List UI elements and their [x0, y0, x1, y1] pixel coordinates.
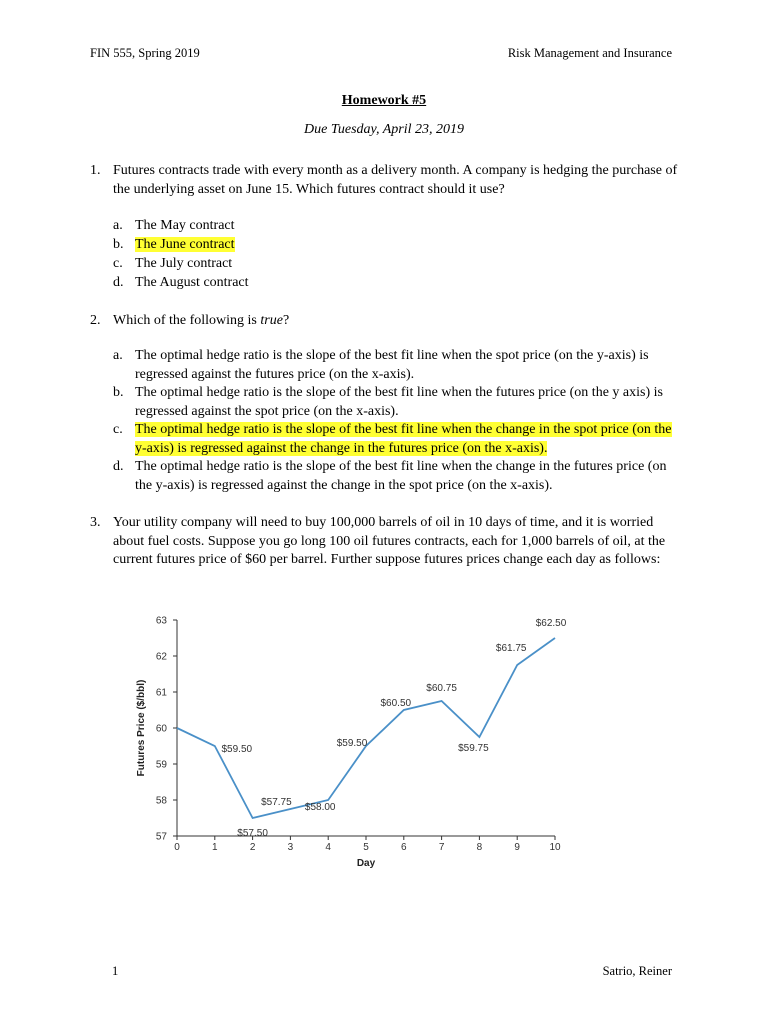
data-label: $62.50 [535, 618, 567, 629]
x-tick-label: 10 [549, 842, 561, 853]
q2-option-d [113, 458, 683, 495]
data-label: $60.75 [426, 683, 457, 694]
option-text: The May contract [135, 218, 235, 233]
question-1 [90, 162, 680, 199]
data-label: $57.50 [237, 828, 268, 839]
x-tick-label: 4 [325, 842, 331, 853]
y-axis-title: Futures Price ($/bbl) [136, 679, 147, 777]
data-label: $60.50 [380, 698, 412, 709]
option-text: The August contract [135, 275, 249, 290]
x-tick-label: 7 [438, 842, 445, 853]
option-letter: c. [113, 422, 123, 437]
question-number: 3. [90, 515, 101, 530]
data-label: $59.50 [336, 738, 368, 749]
option-text-highlighted: The optimal hedge ratio is the slope of the best fit line when the change in the spot price (on the y-axis) is regressed against the change in the futures price (on the x-axis). [135, 422, 672, 456]
header-course: FIN 555, Spring 2019 [90, 46, 200, 60]
q2-option-a [113, 347, 683, 384]
question-2 [90, 312, 680, 331]
option-text: The optimal hedge ratio is the slope of the best fit line when the change in the futures price (on the y-axis) is regressed against the change in the spot price (on the x-axis). [135, 459, 667, 493]
data-label: $57.75 [261, 797, 292, 808]
y-tick-label: 62 [155, 651, 167, 663]
x-tick-label: 3 [287, 842, 294, 853]
y-tick-label: 58 [155, 795, 167, 807]
option-letter: b. [113, 237, 124, 252]
x-tick-label: 8 [476, 842, 483, 853]
x-tick-label: 0 [174, 842, 180, 853]
x-tick-label: 2 [249, 842, 256, 853]
option-text: The July contract [135, 256, 233, 271]
price-series-line [177, 638, 555, 818]
option-text: The optimal hedge ratio is the slope of the best fit line when the spot price (on the y-axis) is regressed against the futures price (on the x-axis). [135, 348, 649, 382]
x-axis-title: Day [356, 858, 376, 869]
author-name: Satrio, Reiner [602, 964, 672, 978]
x-tick-label: 9 [514, 842, 520, 853]
x-tick-label: 6 [401, 842, 407, 853]
q2-option-b [113, 384, 683, 421]
q1-option-d [113, 274, 683, 293]
question-text: Your utility company will need to buy 100,000 barrels of oil in 10 days of time, and it is worried about fuel costs. Suppose you go long 100 oil futures contracts, each for 1,000 barrels of oil, at the current futures price of $60 per barrel. Further suppose futures prices change each day as follows: [113, 515, 666, 567]
data-label: $61.75 [495, 643, 527, 654]
option-letter: c. [113, 256, 123, 271]
y-tick-label: 60 [155, 723, 167, 735]
option-letter: d. [113, 275, 124, 290]
data-label: $58.00 [304, 802, 336, 813]
data-label: $59.75 [458, 743, 489, 754]
option-text: The optimal hedge ratio is the slope of the best fit line when the futures price (on the y axis) is regressed against the spot price (on the x-axis). [135, 385, 663, 419]
q1-option-c [113, 255, 683, 274]
question-number: 2. [90, 313, 101, 328]
question-3 [90, 514, 680, 570]
y-tick-label: 59 [155, 759, 167, 771]
y-tick-label: 63 [155, 615, 167, 627]
option-letter: a. [113, 218, 123, 233]
q1-option-b [113, 236, 683, 255]
question-text: Futures contracts trade with every month as a delivery month. A company is hedging the purchase of the underlying asset on June 15. Which futures contract should it use? [113, 163, 678, 197]
emphasis-true: true [260, 313, 283, 328]
q1-option-a [113, 217, 683, 236]
x-tick-label: 5 [363, 842, 369, 853]
due-date: Due Tuesday, April 23, 2019 [304, 122, 464, 137]
y-tick-label: 61 [155, 687, 167, 699]
question-number: 1. [90, 163, 101, 178]
option-text-highlighted: The June contract [135, 237, 235, 252]
x-tick-label: 1 [212, 842, 218, 853]
y-tick-label: 57 [155, 831, 167, 843]
page-number: 1 [112, 964, 119, 978]
header-subject: Risk Management and Insurance [507, 46, 672, 60]
question-text: Which of the following is true? [113, 313, 290, 328]
q2-option-c [113, 421, 683, 458]
page-title: Homework #5 [341, 93, 427, 108]
option-letter: a. [113, 348, 123, 363]
futures-price-chart [130, 608, 590, 878]
option-letter: b. [113, 385, 124, 400]
data-label: $59.50 [221, 744, 253, 755]
option-letter: d. [113, 459, 124, 474]
